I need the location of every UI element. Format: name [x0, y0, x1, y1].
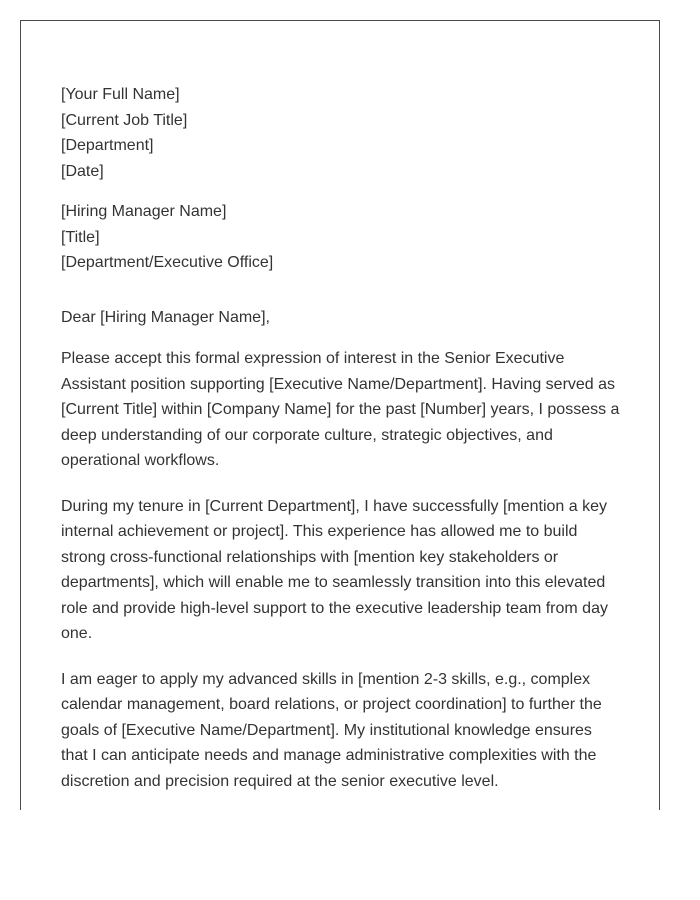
paragraph-line: discretion and precision required at the senior executive level. — [61, 772, 499, 790]
paragraph-line: goals of [Executive Name/Department]. My institutional knowledge ensures — [61, 721, 592, 739]
sender-block — [61, 82, 631, 184]
recipient-title: [Title] — [61, 228, 100, 246]
paragraph-line: calendar management, board relations, or project coordination] to further the — [61, 696, 602, 713]
paragraph-line: internal achievement or project]. This experience has allowed me to build — [61, 523, 578, 540]
recipient-block — [61, 199, 631, 276]
paragraph-line: role and provide high-level support to the executive leadership team from day — [61, 599, 608, 617]
paragraph-line: operational workflows. — [61, 452, 220, 469]
salutation-text: Dear [Hiring Manager Name], — [61, 308, 270, 326]
paragraph-1 — [61, 346, 631, 474]
recipient-office: [Department/Executive Office] — [61, 254, 274, 271]
paragraph-line: [Current Title] within [Company Name] for the past [Number] years, I possess a — [61, 401, 620, 418]
paragraph-line: Assistant position supporting [Executive Name/Department]. Having served as — [61, 375, 616, 393]
sender-job-title: [Current Job Title] — [61, 111, 188, 129]
paragraph-line: I am eager to apply my advanced skills in [mention 2-3 skills, e.g., complex — [61, 670, 591, 688]
sender-department: [Department] — [61, 137, 154, 154]
letter-page — [20, 20, 660, 810]
paragraph-2 — [61, 494, 631, 647]
paragraph-line: strong cross-functional relationships with [mention key stakeholders or — [61, 548, 559, 566]
paragraph-line: departments], which will enable me to seamlessly transition into this elevated — [61, 574, 606, 591]
letter-content — [61, 82, 631, 794]
sender-name: [Your Full Name] — [61, 86, 180, 103]
paragraph-line: that I can anticipate needs and manage administrative complexities with the — [61, 747, 597, 764]
paragraph-line: deep understanding of our corporate culture, strategic objectives, and — [61, 426, 553, 444]
paragraph-3 — [61, 667, 631, 795]
paragraph-line: Please accept this formal expression of interest in the Senior Executive — [61, 350, 565, 367]
recipient-name: [Hiring Manager Name] — [61, 203, 227, 220]
sender-date: [Date] — [61, 162, 104, 180]
paragraph-line: During my tenure in [Current Department], I have successfully [mention a key — [61, 497, 608, 515]
paragraph-line: one. — [61, 625, 93, 642]
salutation — [61, 305, 631, 331]
